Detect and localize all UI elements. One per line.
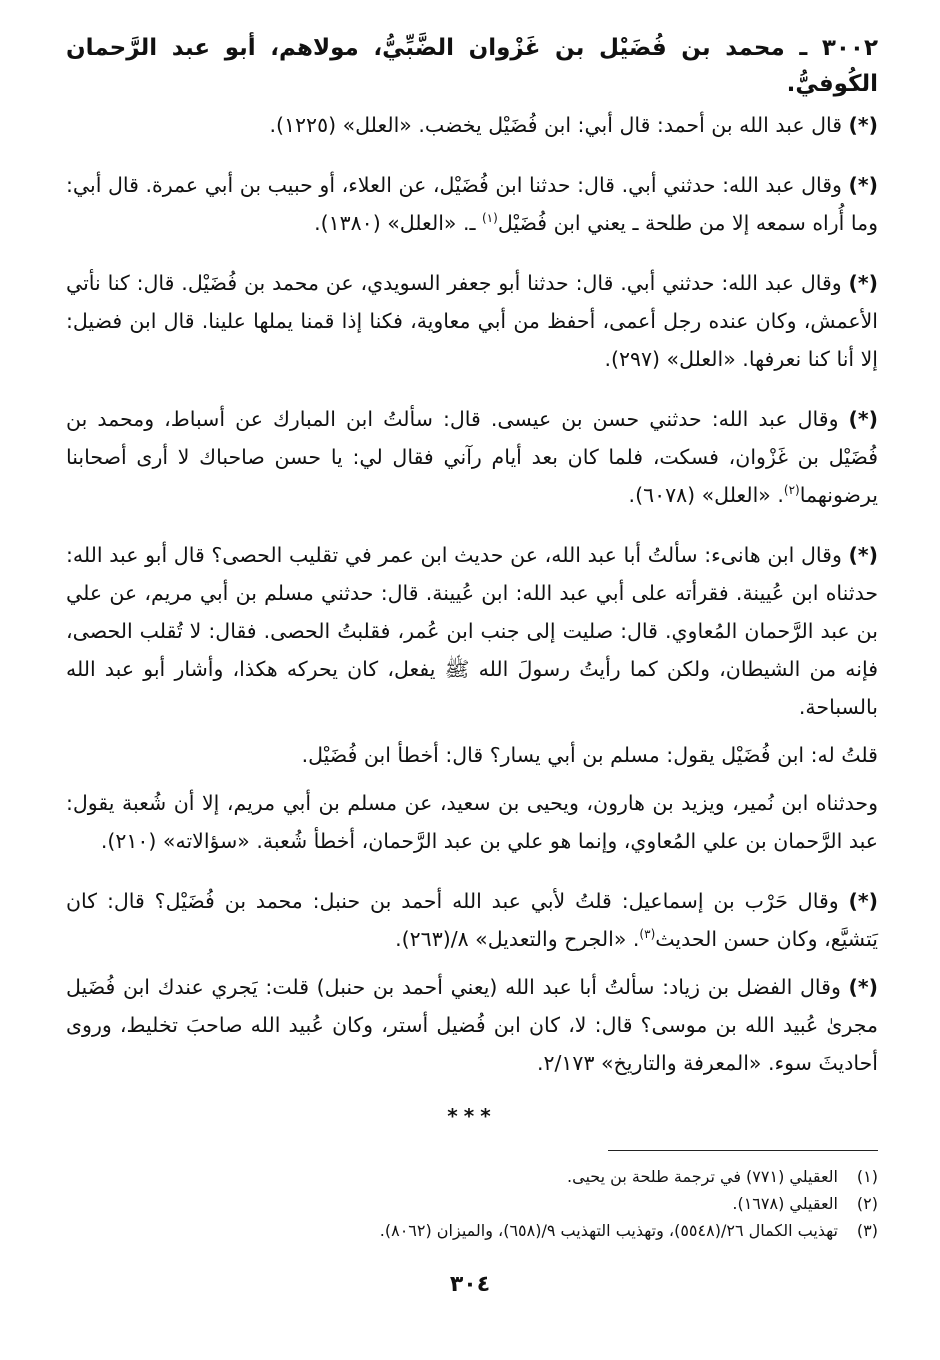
footnote-ref-3[interactable]: (٣) [639, 927, 656, 942]
paragraph-5 [66, 536, 878, 726]
paragraph-4 [66, 400, 878, 514]
footnote-text: تهذيب الكمال ٢٦/(٥٥٤٨)، وتهذيب التهذيب ٩/(٦٥٨)، والميزان (٨٠٦٢). [379, 1221, 838, 1240]
entry-title: ٣٠٠٢ ـ محمد بن فُضَيْل بن غَزْوان الضَّبِّيُّ، مولاهم، أبو عبد الرَّحمان الكُوفيُّ. [66, 35, 878, 97]
star-marker: (*) [848, 889, 878, 913]
star-marker: (*) [848, 271, 878, 295]
paragraph-8 [66, 882, 878, 958]
paragraph-text-after: . «الجرح والتعديل» ٨/(٢٦٣). [395, 927, 640, 951]
paragraph-text: وحدثناه ابن نُمير، ويزيد بن هارون، ويحيى بن سعيد، عن مسلم بن أبي مريم، إلا أن شُعبة يقول: عبد الرَّحمان بن علي المُعاوي، وإنما هو علي بن عبد الرَّحمان، أخطأ شُعبة. «سؤالاته» (٢١٠). [66, 791, 878, 853]
footnote-item [66, 1190, 878, 1217]
footnote-text: العقيلي (٧٧١) في ترجمة طلحة بن يحيى. [567, 1167, 838, 1186]
paragraph-text-after: . «العلل» (٦٠٧٨). [628, 483, 784, 507]
footnote-item [66, 1163, 878, 1190]
paragraph-1 [66, 106, 878, 144]
paragraph-text: وقال عبد الله: حدثني أبي. قال: حدثنا أبو جعفر السويدي، عن محمد بن فُضَيْل. قال: كنا نأتي الأعمش، وكان عنده رجل أعمى، أحفظ من أبي معاوية، فكنا إذا قمنا يملها علينا. قال ابن فضيل: إلا أنا كنا نعرفها. «العلل» (٢٩٧). [66, 271, 878, 371]
paragraph-text: وقال ابن هانىء: سألتُ أبا عبد الله، عن حديث ابن عمر في تقليب الحصى؟ قال أبو عبد الله: حدثناه ابن عُيينة. فقرأته على أبي عبد الله: ابن عُيينة. قال: حدثني مسلم بن أبي مريم، عن علي بن عبد الرَّحمان المُعاوي. قال: صليت إلى جنب ابن عُمر، فقلبتُ الحصى. فقال: لا تُقلب الحصى، فإنه من الشيطان، ولكن كما رأيتُ رسولَ الله ﷺ يفعل، كان يحركه هكذا، وأشار أبو عبد الله بالسباحة. [66, 543, 878, 719]
star-marker: (*) [848, 113, 878, 137]
document-page [66, 30, 878, 1330]
footnote-number: (٢) [856, 1194, 878, 1213]
paragraph-text: وقال عبد الله: حدثني حسن بن عيسى. قال: سألتُ ابن المبارك عن أسباط، ومحمد بن فُضَيْل بن غَزْوان، فسكت، فلما كان بعد أيام رآني فقال لي: يا حسن صاحباك لا أرى أصحابنا يرضونهما [66, 407, 878, 507]
paragraph-text: قلتُ له: ابن فُضَيْل يقول: مسلم بن أبي يسار؟ قال: أخطأ ابن فُضَيْل. [301, 743, 878, 767]
footnote-ref-2[interactable]: (٢) [783, 483, 800, 498]
paragraph-text: وقال حَرْب بن إسماعيل: قلتُ لأبي عبد الله أحمد بن حنبل: محمد بن فُضَيْل؟ قال: كان يَتشيَّع، وكان حسن الحديث [66, 889, 878, 951]
star-marker: (*) [848, 173, 878, 197]
paragraph-text: قال عبد الله بن أحمد: قال أبي: ابن فُضَيْل يخضب. «العلل» (١٢٢٥). [269, 113, 849, 137]
section-separator: *** [447, 1104, 497, 1128]
paragraph-9 [66, 968, 878, 1082]
footnote-divider [608, 1150, 878, 1151]
page-number: ٣٠٤ [449, 1272, 491, 1297]
paragraph-2 [66, 166, 878, 242]
footnote-number: (٣) [856, 1221, 878, 1240]
paragraph-text-after: ـ. «العلل» (١٣٨٠). [314, 211, 482, 235]
paragraph-6 [66, 736, 878, 774]
star-marker: (*) [848, 543, 878, 567]
footnote-text: العقيلي (١٦٧٨). [732, 1194, 838, 1213]
paragraph-3 [66, 264, 878, 378]
footnote-item [66, 1217, 878, 1244]
paragraph-text: وقال الفضل بن زياد: سألتُ أبا عبد الله (يعني أحمد بن حنبل) قلت: يَجري عندك ابن فُضَيل مجرىٰ عُبيد الله بن موسى؟ قال: لا، كان ابن فُضيل أستر، وكان عُبيد الله صاحبَ تخليط، وروى أحاديثَ سوء. «المعرفة والتاريخ» ٢/١٧٣. [66, 975, 878, 1075]
footnote-number: (١) [856, 1167, 878, 1186]
paragraph-7 [66, 784, 878, 860]
paragraph-text: وقال عبد الله: حدثني أبي. قال: حدثنا ابن فُضَيْل، عن العلاء، أو حبيب بن أبي عمرة. قال أبي: وما أُراه سمعه إلا من طلحة ـ يعني ابن فُضَيْل [66, 173, 878, 235]
star-marker: (*) [848, 407, 878, 431]
footnotes [66, 1163, 878, 1244]
footnote-ref-1[interactable]: (١) [481, 211, 498, 226]
star-marker: (*) [848, 975, 878, 999]
